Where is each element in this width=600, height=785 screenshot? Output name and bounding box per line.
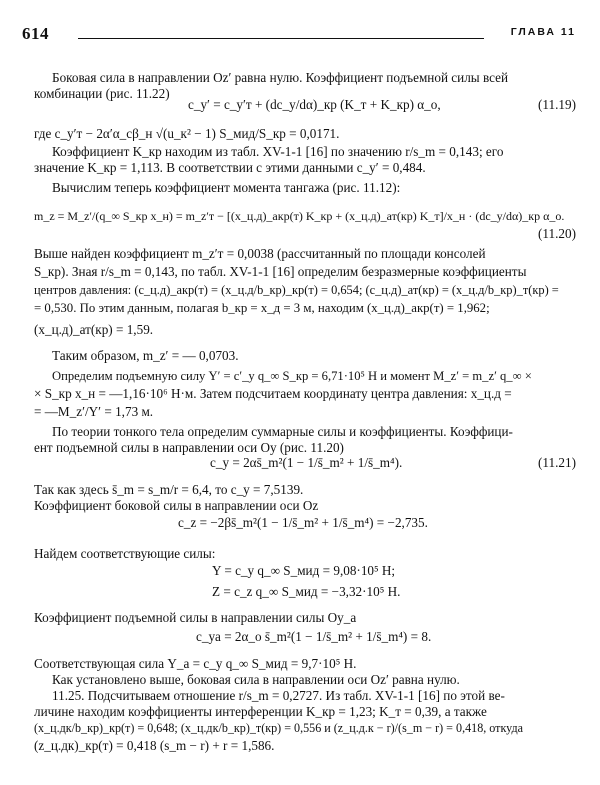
text-line: = —M_z′/Y′ = 1,73 м. [34, 404, 154, 419]
text-line: (x_ц.дк/b_кр)_кр(т) = 0,648; (x_ц.дк/b_кр)_т(кр) = 0,556 и (z_ц.д.к − r)/(s_m − r) = 0,418, откуда [34, 721, 523, 735]
text-line: где c_y′т − 2α′α_cβ_н √(u_к² − 1) S_мид/S_кр = 0,0171. [34, 126, 340, 141]
equation-number: (11.19) [538, 97, 576, 112]
text-line: Коэффициент K_кр находим из табл. XV-1-1 [16] по значению r/s_m = 0,143; его [52, 144, 504, 159]
text-line: 11.25. Подсчитываем отношение r/s_m = 0,2727. Из табл. XV-1-1 [16] по этой ве- [52, 688, 505, 703]
text-line: Боковая сила в направлении Oz′ равна нулю. Коэффициент подъемной силы всей [52, 70, 509, 85]
equation-cya: c_ya = 2α_o s̄_m²(1 − 1/s̄_m² + 1/s̄_m⁴) = 8. [196, 629, 432, 644]
text-line: Так как здесь s̄_m = s_m/r = 6,4, то c_y = 7,5139. [34, 482, 304, 497]
text-line: Найдем соответствующие силы: [34, 546, 216, 561]
text-line: Вычислим теперь коэффициент момента тангажа (рис. 11.12): [52, 180, 401, 195]
text-line: × S_кр x_н = —1,16·10⁶ Н·м. Затем подсчитаем координату центра давления: x_ц.д = [34, 386, 512, 401]
text-line: центров давления: (c_ц.д)_акр(т) = (x_ц.д/b_кр)_кр(т) = 0,654; (c_ц.д)_ат(кр) = (x_ц.д/b_кр)_т(кр) = [34, 283, 559, 297]
text-line: Таким образом, m_z′ = — 0,0703. [52, 348, 239, 363]
text-line: (z_ц.дк)_кр(т) = 0,418 (s_m − r) + r = 1,586. [34, 738, 275, 753]
equation-11-21: c_y = 2αs̄_m²(1 − 1/s̄_m² + 1/s̄_m⁴). [210, 455, 403, 470]
text-line: = 0,530. По этим данным, полагая b_кр = x_д = 3 м, находим (x_ц.д)_акр(т) = 1,962; [34, 301, 490, 315]
text-line: (x_ц.д)_ат(кр) = 1,59. [34, 322, 154, 337]
text-line: Соответствующая сила Y_a = c_y q_∞ S_мид = 9,7·10⁵ Н. [34, 656, 357, 671]
text-line: ент подъемной силы в направлении оси Oy (рис. 11.20) [34, 440, 344, 455]
text-line: комбинации (рис. 11.22) [34, 86, 170, 101]
chapter-title: ГЛАВА 11 [510, 26, 576, 38]
text-line: По теории тонкого тела определим суммарные силы и коэффициенты. Коэффици- [52, 424, 513, 439]
text-line: Коэффициент подъемной силы в направлении силы Oy_a [34, 610, 357, 625]
text-line: Выше найден коэффициент m_z′т = 0,0038 (рассчитанный по площади консолей [34, 246, 486, 261]
text-line: значение K_кр = 1,113. В соответствии с этими данными c_y′ = 0,484. [34, 160, 426, 175]
page-number: 614 [22, 24, 49, 43]
text-line: Как установлено выше, боковая сила в направлении оси Oz′ равна нулю. [52, 672, 460, 687]
equation-number: (11.20) [538, 226, 576, 241]
equation-force-y: Y = c_y q_∞ S_мид = 9,08·10⁵ Н; [212, 563, 396, 578]
equation-force-z: Z = c_z q_∞ S_мид = −3,32·10⁵ Н. [212, 584, 401, 599]
text-line: Определим подъемную силу Y′ = c′_y q_∞ S_кр = 6,71·10⁵ Н и момент M_z′ = m_z′ q_∞ × [52, 369, 532, 383]
text-line: Коэффициент боковой силы в направлении оси Oz [34, 498, 319, 513]
page-header [22, 24, 576, 46]
equation-11-19: c_y′ = c_y′т + (dc_y/dα)_кр (K_т + K_кр) α_о, [188, 97, 441, 112]
equation-cz: c_z = −2βs̄_m²(1 − 1/s̄_m² + 1/s̄_m⁴) = −2,735. [178, 515, 428, 530]
equation-number: (11.21) [538, 455, 576, 470]
text-line: S_кр). Зная r/s_m = 0,143, по табл. XV-1-1 [16] определим безразмерные коэффициенты [34, 264, 527, 279]
equation-11-20: m_z = M_z′/(q_∞ S_кр x_н) = m_z′т − [(x_ц.д)_акр(т) K_кр + (x_ц.д)_ат(кр) K_т]/x_н · (dc_y/dα)_кр α_о. [34, 209, 565, 223]
header-rule [78, 38, 484, 39]
text-line: личине находим коэффициенты интерференции K_кр = 1,23; K_т = 0,39, а также [34, 704, 487, 719]
